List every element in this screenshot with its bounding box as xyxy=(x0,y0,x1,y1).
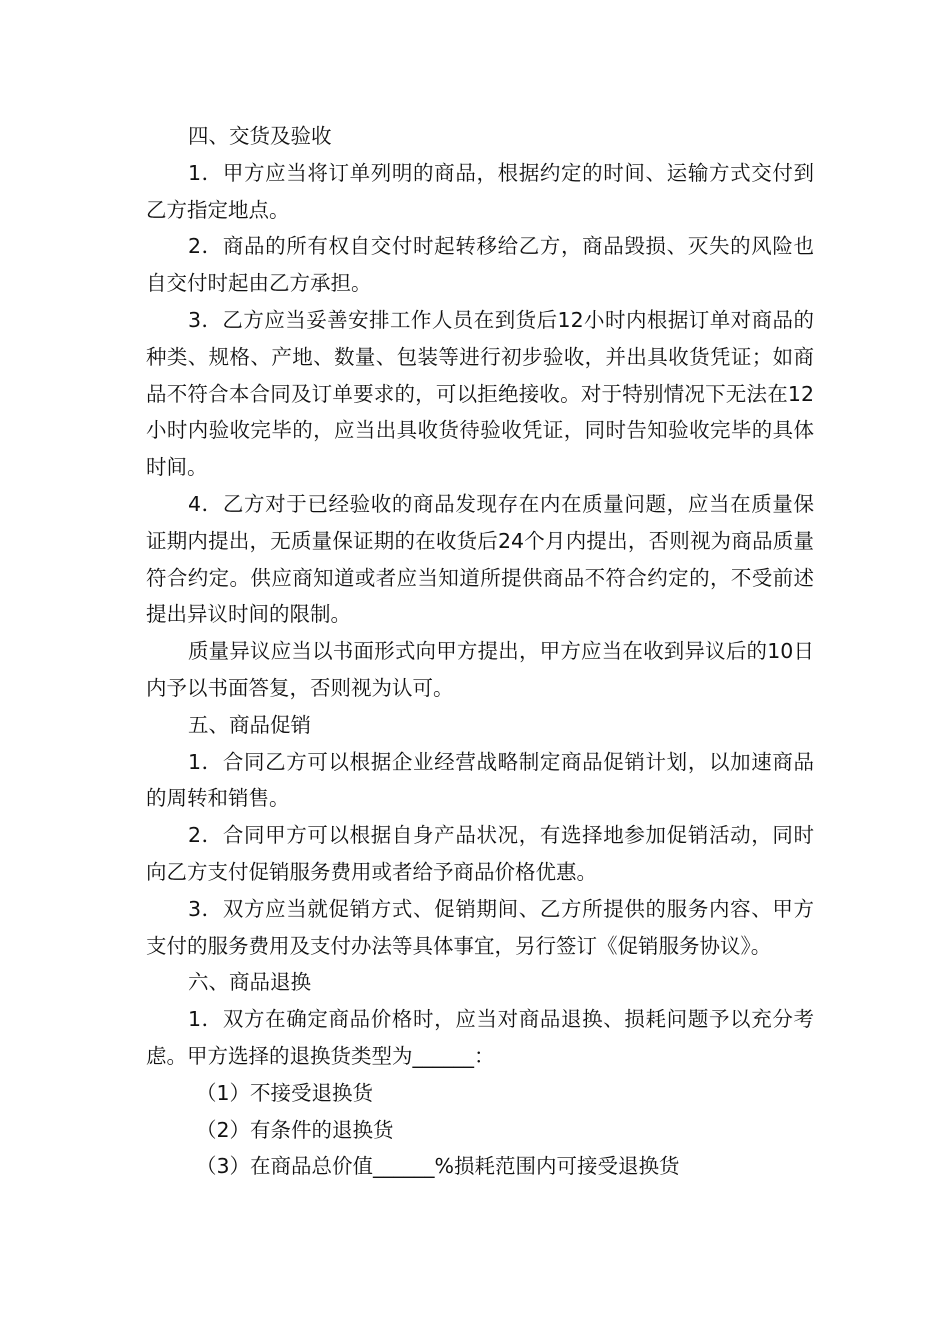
option-item: （3）在商品总价值______%损耗范围内可接受退换货 xyxy=(196,1154,680,1179)
option-item: （2）有条件的退换货 xyxy=(196,1117,394,1142)
paragraph: 1．双方在确定商品价格时，应当对商品退换、损耗问题予以充分考虑。甲方选择的退换货类型为______： xyxy=(146,1007,814,1068)
paragraph: 2．商品的所有权自交付时起转移给乙方，商品毁损、灭失的风险也自交付时起由乙方承担。 xyxy=(146,234,814,296)
paragraph: 4．乙方对于已经验收的商品发现存在内在质量问题，应当在质量保证期内提出，无质量保证期的在收货后24个月内提出，否则视为商品质量符合约定。供应商知道或者应当知道所提供商品不符合约定的，不受前述提出异议时间的限制。 xyxy=(146,491,814,627)
document-page xyxy=(146,118,814,1185)
paragraph: 2．合同甲方可以根据自身产品状况，有选择地参加促销活动，同时向乙方支付促销服务费用或者给予商品价格优惠。 xyxy=(146,823,814,884)
paragraph: 质量异议应当以书面形式向甲方提出，甲方应当在收到异议后的10日内予以书面答复，否则视为认可。 xyxy=(146,639,814,700)
paragraph: 1．合同乙方可以根据企业经营战略制定商品促销计划，以加速商品的周转和销售。 xyxy=(146,749,814,811)
section-heading: 六、商品退换 xyxy=(188,970,311,995)
option-item: （1）不接受退换货 xyxy=(196,1080,374,1105)
section-heading: 五、商品促销 xyxy=(188,712,311,737)
paragraph: 1．甲方应当将订单列明的商品，根据约定的时间、运输方式交付到乙方指定地点。 xyxy=(146,160,814,222)
paragraph: 3．乙方应当妥善安排工作人员在到货后12小时内根据订单对商品的种类、规格、产地、数量、包装等进行初步验收，并出具收货凭证；如商品不符合本合同及订单要求的，可以拒绝接收。对于特别情况下无法在12小时内验收完毕的，应当出具收货待验收凭证，同时告知验收完毕的具体时间。 xyxy=(146,307,814,480)
paragraph: 3．双方应当就促销方式、促销期间、乙方所提供的服务内容、甲方支付的服务费用及支付办法等具体事宜，另行签订《促销服务协议》。 xyxy=(146,896,814,958)
section-heading: 四、交货及验收 xyxy=(188,124,332,148)
